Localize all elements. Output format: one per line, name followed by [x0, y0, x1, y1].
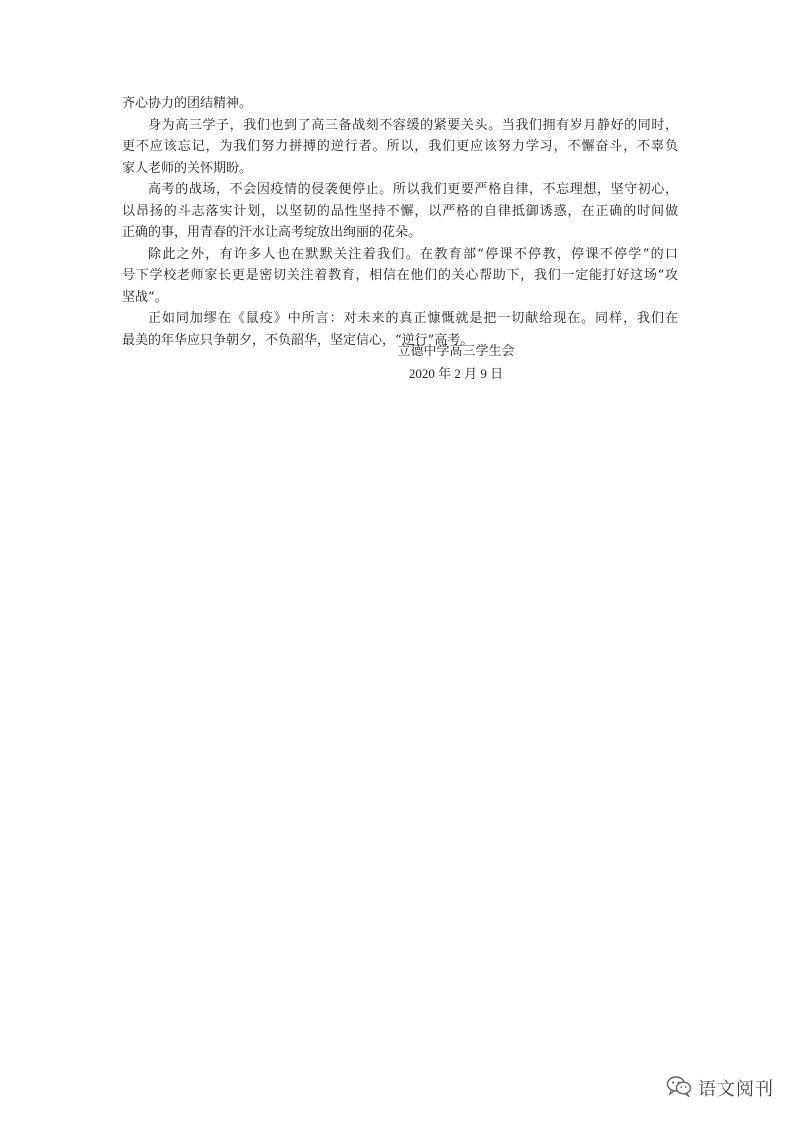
text-line: 齐心协力的团结精神。: [122, 96, 253, 111]
text-line: 以昂扬的斗志落实计划，以坚韧的品性坚持不懈，以严格的自律抵御诱惑，在正确的时间做: [122, 203, 678, 219]
text-line: 坚战”。: [122, 289, 168, 305]
signature-date: 2020 年 2 月 9 日: [408, 366, 504, 381]
text-line: 家人老师的关怀期盼。: [122, 160, 253, 176]
text-line: 更不应该忘记，为我们努力拼搏的逆行者。所以，我们更应该努力学习，不懈奋斗，不辜负: [122, 139, 678, 154]
paragraph-first-line: 身为高三学子，我们也到了高三备战刻不容缓的紧要关头。当我们拥有岁月静好的同时，: [148, 117, 678, 133]
paragraph-first-line: 高考的战场，不会因疫情的侵袭便停止。所以我们更要严格自律，不忘理想，坚守初心，: [148, 182, 678, 197]
paragraph-first-line: 正如同加缪在《鼠疫》中所言：对未来的真正慷慨就是把一切献给现在。同样，我们在: [148, 311, 678, 326]
watermark-text: 语文阅刊: [698, 1079, 774, 1100]
signature-organization: 立德中学高三学生会: [397, 344, 515, 359]
wechat-icon: [666, 1075, 692, 1101]
letter-body: [122, 93, 678, 351]
watermark: [666, 1073, 774, 1103]
text-line: 号下学校老师家长更是密切关注着教育，相信在他们的关心帮助下，我们一定能打好这场“攻: [122, 268, 678, 283]
paragraph-first-line: 除此之外，有许多人也在默默关注着我们。在教育部“停课不停教，停课不停学”的口: [148, 246, 678, 262]
text-line: 最美的年华应只争朝夕，不负韶华，坚定信心，“逆行”高考。: [122, 332, 474, 348]
text-line: 正确的事，用青春的汗水让高考绽放出绚丽的花朵。: [122, 225, 422, 240]
